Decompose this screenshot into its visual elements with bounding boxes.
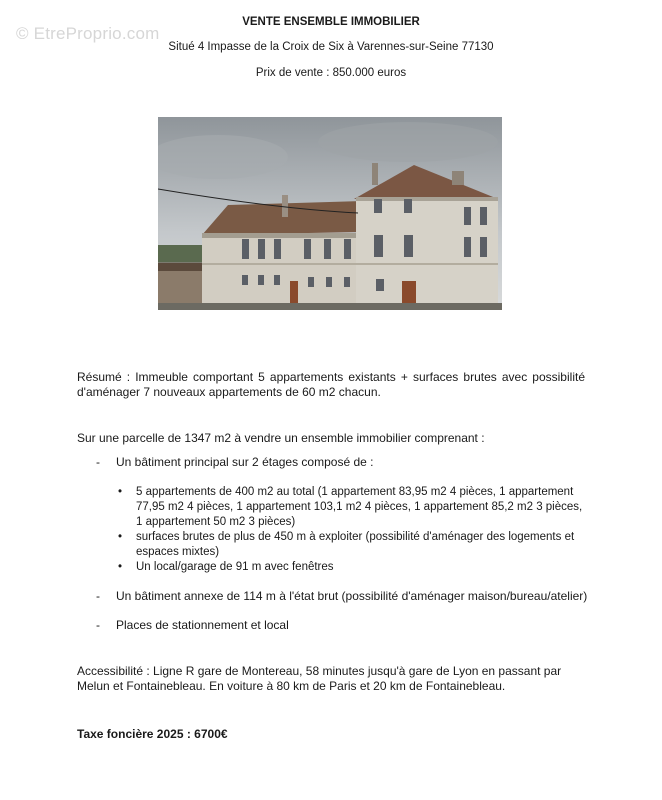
property-tax: Taxe foncière 2025 : 6700€ <box>77 727 228 741</box>
document-title: VENTE ENSEMBLE IMMOBILIER <box>242 16 420 28</box>
bullet-item <box>118 530 588 560</box>
list-item-text: Places de stationnement et local <box>116 618 289 632</box>
bullet-text: Un local/garage de 91 m avec fenêtres <box>136 561 334 573</box>
intro-paragraph: Sur une parcelle de 1347 m2 à vendre un ensemble immobilier comprenant : <box>77 431 485 445</box>
list-item-text: Un bâtiment principal sur 2 étages composé de : <box>116 455 374 469</box>
bullet-text: surfaces brutes de plus de 450 m à exploiter (possibilité d'aménager des logements et espaces mixtes) <box>136 531 575 558</box>
dash-marker: - <box>96 618 100 632</box>
accessibility-paragraph: Accessibilité : Ligne R gare de Montereau, 58 minutes jusqu'à gare de Lyon en passant par Melun et Fontainebleau. En voiture à 80 km de Paris et 20 km de Fontainebleau. <box>77 664 562 693</box>
dash-marker: - <box>96 455 100 469</box>
bullet-marker: • <box>118 531 123 543</box>
bullet-marker: • <box>118 561 123 573</box>
watermark: © EtreProprio.com <box>16 24 160 43</box>
list-item-text: Un bâtiment annexe de 114 m à l'état brut (possibilité d'aménager maison/bureau/atelier) <box>116 589 588 603</box>
sale-price: Prix de vente : 850.000 euros <box>255 67 407 79</box>
sub-bullet-list <box>118 485 588 575</box>
property-address: Situé 4 Impasse de la Croix de Six à Varennes-sur-Seine 77130 <box>168 41 494 53</box>
dash-marker: - <box>96 589 100 603</box>
bullet-item <box>118 485 588 530</box>
bullet-item <box>118 560 588 575</box>
summary-paragraph: Résumé : Immeuble comportant 5 appartements existants + surfaces brutes avec possibilité d'aménager 7 nouveaux appartements de 60 m2 chacun. <box>77 370 585 399</box>
building-photo <box>158 117 502 310</box>
bullet-marker: • <box>118 486 123 498</box>
bullet-text: 5 appartements de 400 m2 au total (1 appartement 83,95 m2 4 pièces, 1 appartement 77,95 m2 4 pièces, 1 appartement 103,1 m2 4 pièces, 1 appartement 85,2 m2 3 pièces, 1 appartement 50 m2 3 pièces) <box>136 486 583 528</box>
